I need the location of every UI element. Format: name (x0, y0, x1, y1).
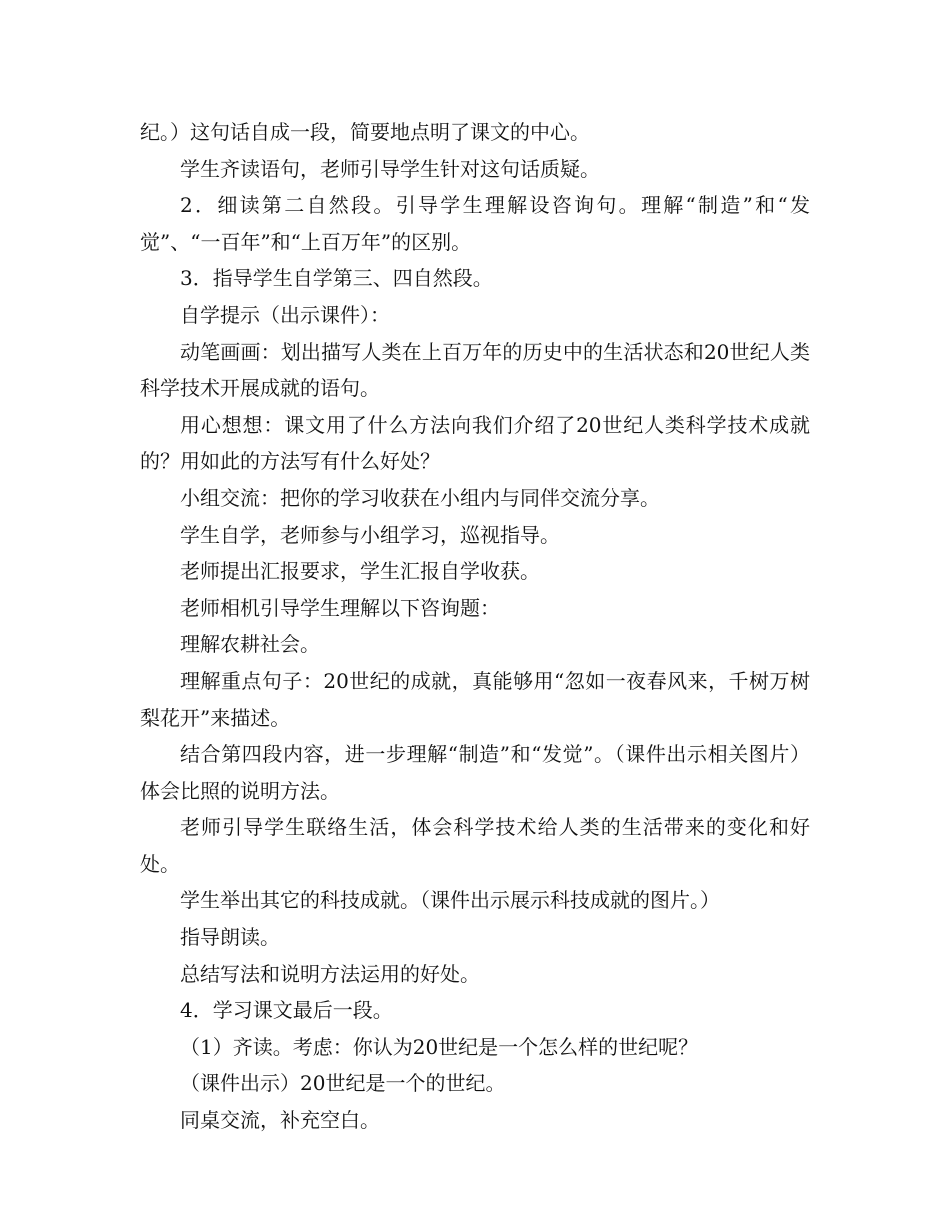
paragraph: 指导朗读。 (180, 925, 280, 950)
paragraph: 小组交流：把你的学习收获在小组内与同伴交流分享。 (180, 485, 660, 510)
paragraph: 2．细读第二自然段。引导学生理解设咨询句。理解“制造”和“发觉”、“一百年”和“上百万年”的区别。 (140, 193, 810, 254)
paragraph: 同桌交流，补充空白。 (180, 1108, 380, 1133)
paragraph: 学生举出其它的科技成就。（课件出示展示科技成就的图片。） (180, 888, 720, 913)
paragraph: 4．学习课文最后一段。 (180, 998, 393, 1023)
paragraph: 结合第四段内容，进一步理解“制造”和“发觉”。（课件出示相关图片）体会比照的说明方法。 (140, 742, 810, 803)
paragraph: 老师相机引导学生理解以下咨询题： (180, 595, 500, 620)
paragraph: 老师提出汇报要求，学生汇报自学收获。 (180, 559, 540, 584)
paragraph: 用心想想：课文用了什么方法向我们介绍了20世纪人类科学技术成就的？用如此的方法写有什么好处？ (140, 412, 810, 474)
paragraph: 自学提示（出示课件）： (180, 302, 390, 327)
paragraph: 学生自学，老师参与小组学习，巡视指导。 (180, 522, 560, 547)
paragraph: （课件出示）20世纪是一个的世纪。 (180, 1071, 506, 1096)
paragraph: 纪。）这句话自成一段，简要地点明了课文的中心。 (140, 120, 590, 144)
paragraph: （1）齐读。考虑：你认为20世纪是一个怎么样的世纪呢？ (180, 1034, 699, 1059)
paragraph: 动笔画画：划出描写人类在上百万年的历史中的生活状态和20世纪人类科学技术开展成就的语句。 (140, 339, 810, 401)
paragraph: 3．指导学生自学第三、四自然段。 (180, 266, 493, 291)
paragraph: 理解农耕社会。 (180, 632, 320, 657)
paragraph: 理解重点句子：20世纪的成就，真能够用“忽如一夜春风来，千树万树梨花开”来描述。 (140, 668, 810, 730)
paragraph: 学生齐读语句，老师引导学生针对这句话质疑。 (180, 156, 600, 181)
document-body (140, 114, 810, 1139)
paragraph: 老师引导学生联络生活，体会科学技术给人类的生活带来的变化和好处。 (140, 815, 810, 876)
paragraph: 总结写法和说明方法运用的好处。 (180, 961, 480, 986)
